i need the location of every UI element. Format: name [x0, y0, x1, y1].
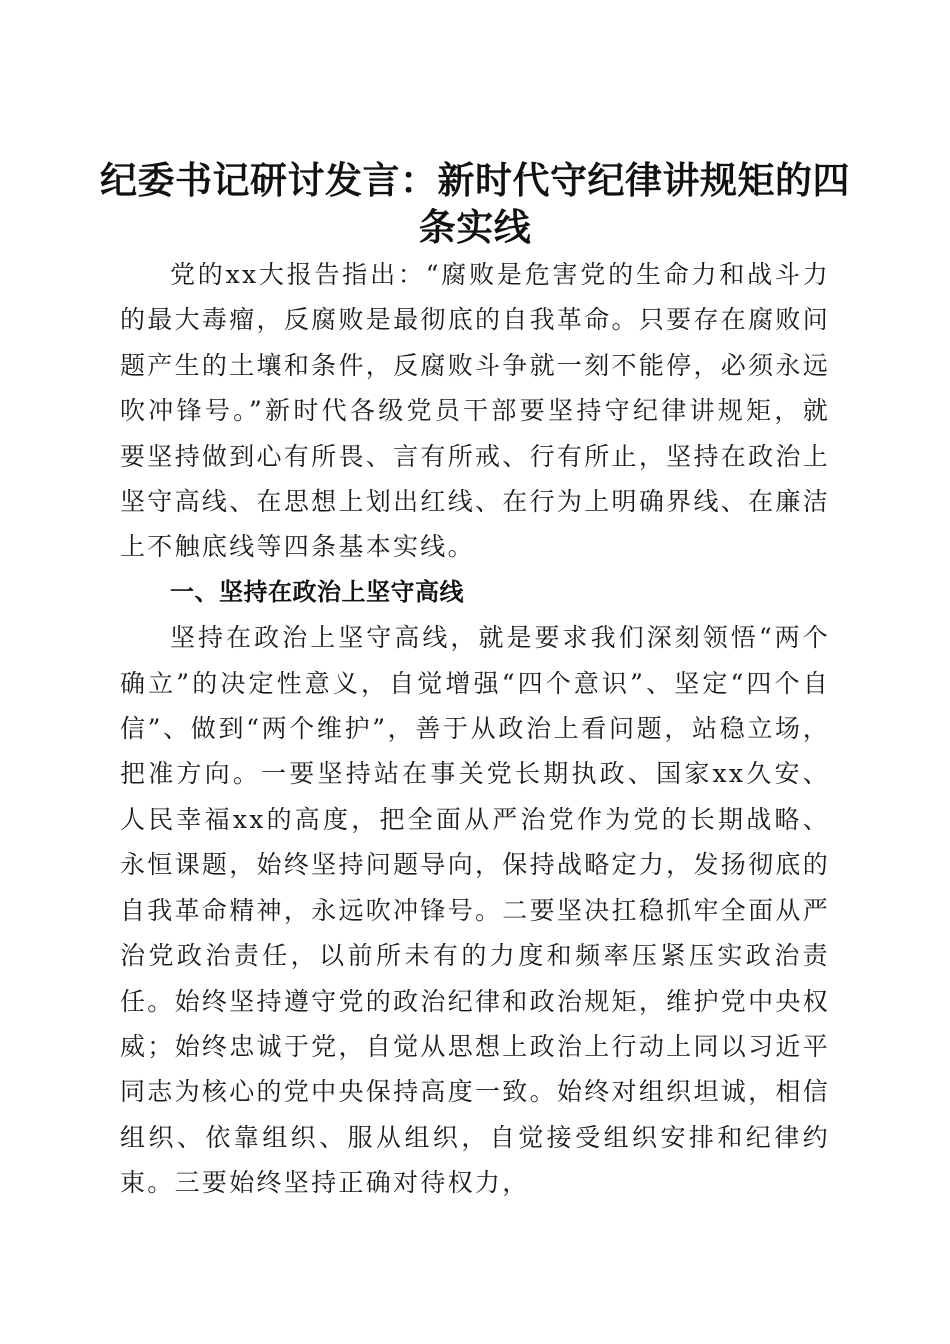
section-paragraph-1: 坚持在政治上坚守高线，就是要求我们深刻领悟“两个确立”的决定性意义，自觉增强“四个意识”、坚定“四个自信”、做到“两个维护”，善于从政治上看问题，站稳立场，把准方向。一要坚持站在事关党长期执政、国家xx久安、人民幸福xx的高度，把全面从严治党作为党的长期战略、永恒课题，始终坚持问题导向，保持战略定力，发扬彻底的自我革命精神，永远吹冲锋号。二要坚决扛稳抓牢全面从严治党政治责任，以前所未有的力度和频率压紧压实政治责任。始终坚持遵守党的政治纪律和政治规矩，维护党中央权威；始终忠诚于党，自觉从思想上政治上行动上同以习近平同志为核心的党中央保持高度一致。始终对组织坦诚，相信组织、依靠组织、服从组织，自觉接受组织安排和纪律约束。三要始终坚持正确对待权力， [120, 623, 830, 1198]
section-heading-1: 一、坚持在政治上坚守高线 [170, 577, 464, 606]
document-title: 纪委书记研讨发言：新时代守纪律讲规矩的四条实线 [100, 157, 850, 249]
intro-paragraph: 党的xx大报告指出：“腐败是危害党的生命力和战斗力的最大毒瘤，反腐败是最彻底的自我革命。只要存在腐败问题产生的土壤和条件，反腐败斗争就一刻不能停，必须永远吹冲锋号。”新时代各级党员干部要坚持守纪律讲规矩，就要坚持做到心有所畏、言有所戒、行有所止，坚持在政治上坚守高线、在思想上划出红线、在行为上明确界线、在廉洁上不触底线等四条基本实线。 [120, 260, 830, 562]
document-body [120, 252, 830, 1206]
